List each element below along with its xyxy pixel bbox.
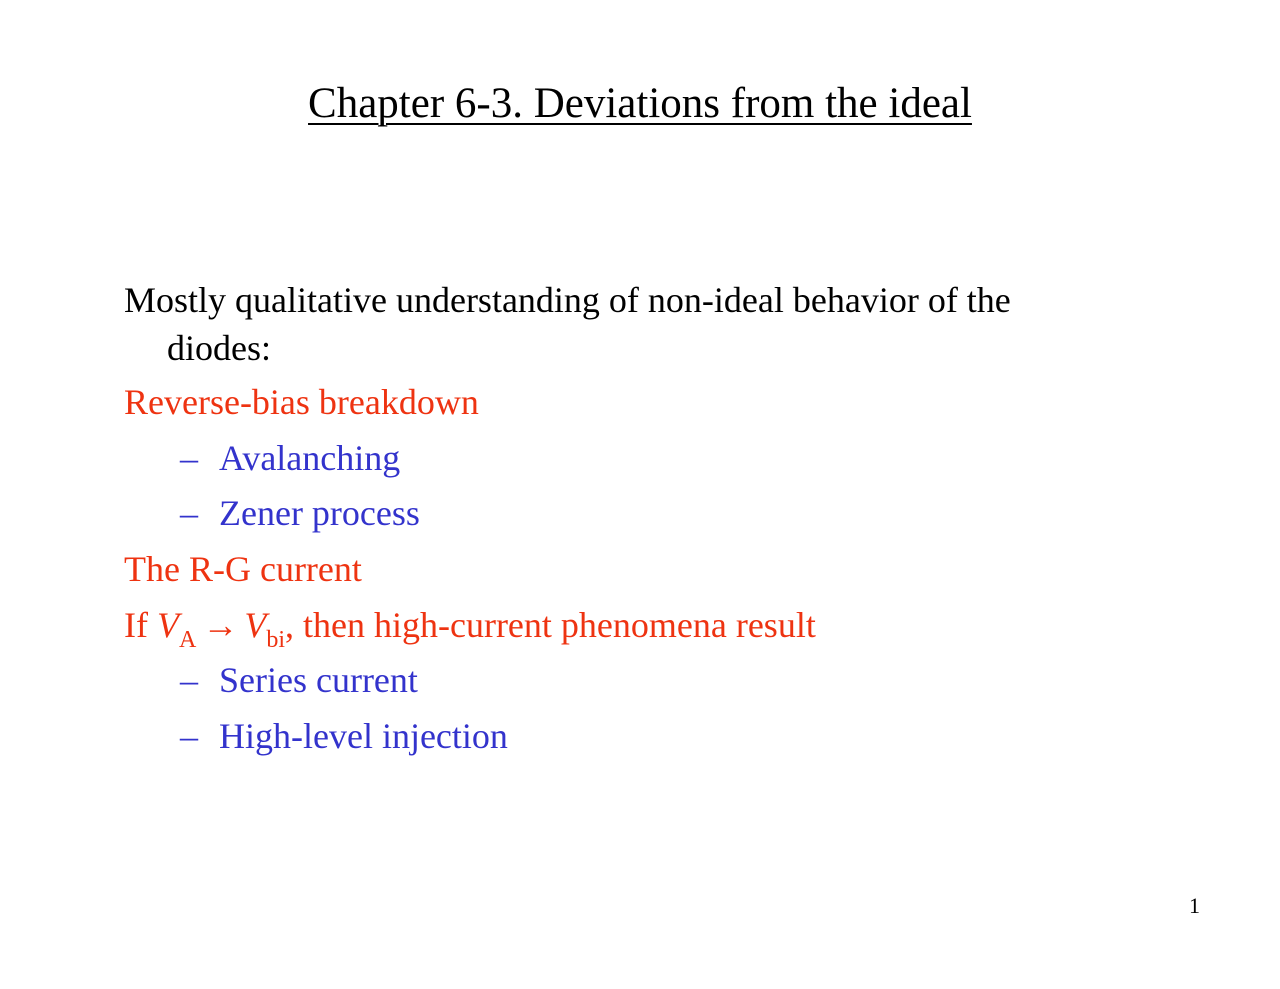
heading-reverse-bias-breakdown: Reverse-bias breakdown <box>124 382 479 422</box>
bullet-dash: – <box>180 660 198 700</box>
variable-v-a: V <box>156 605 179 645</box>
bullet-dash: – <box>180 716 198 756</box>
bullet-series-current-text: Series current <box>219 660 418 700</box>
bullet-zener-process-text: Zener process <box>219 493 420 533</box>
bullet-high-level-injection-text: High-level injection <box>219 716 508 756</box>
intro-text-line-2: diodes: <box>167 328 271 368</box>
bullet-dash: – <box>180 493 198 533</box>
right-arrow-icon: → <box>202 605 239 645</box>
bullet-avalanching <box>180 436 400 480</box>
bullet-high-level-injection <box>180 714 508 758</box>
slide-title <box>0 78 1280 130</box>
page-number: 1 <box>1189 893 1200 918</box>
bullet-dash: – <box>180 438 198 478</box>
subscript-a: A <box>178 627 197 653</box>
slide-title-text: Chapter 6-3. Deviations from the ideal <box>308 80 972 127</box>
heading-rg-current: The R-G current <box>124 549 362 589</box>
subscript-bi: bi <box>266 627 285 653</box>
bullet-series-current <box>180 658 418 702</box>
heading-if-prefix: If <box>124 605 157 645</box>
bullet-zener-process <box>180 491 420 535</box>
heading-if-suffix: , then high-current phenomena result <box>285 605 816 645</box>
heading-high-current <box>124 603 816 652</box>
bullet-avalanching-text: Avalanching <box>219 438 401 478</box>
variable-v-bi: V <box>244 605 267 645</box>
intro-text-line-1: Mostly qualitative understanding of non-ideal behavior of the <box>124 280 1011 320</box>
